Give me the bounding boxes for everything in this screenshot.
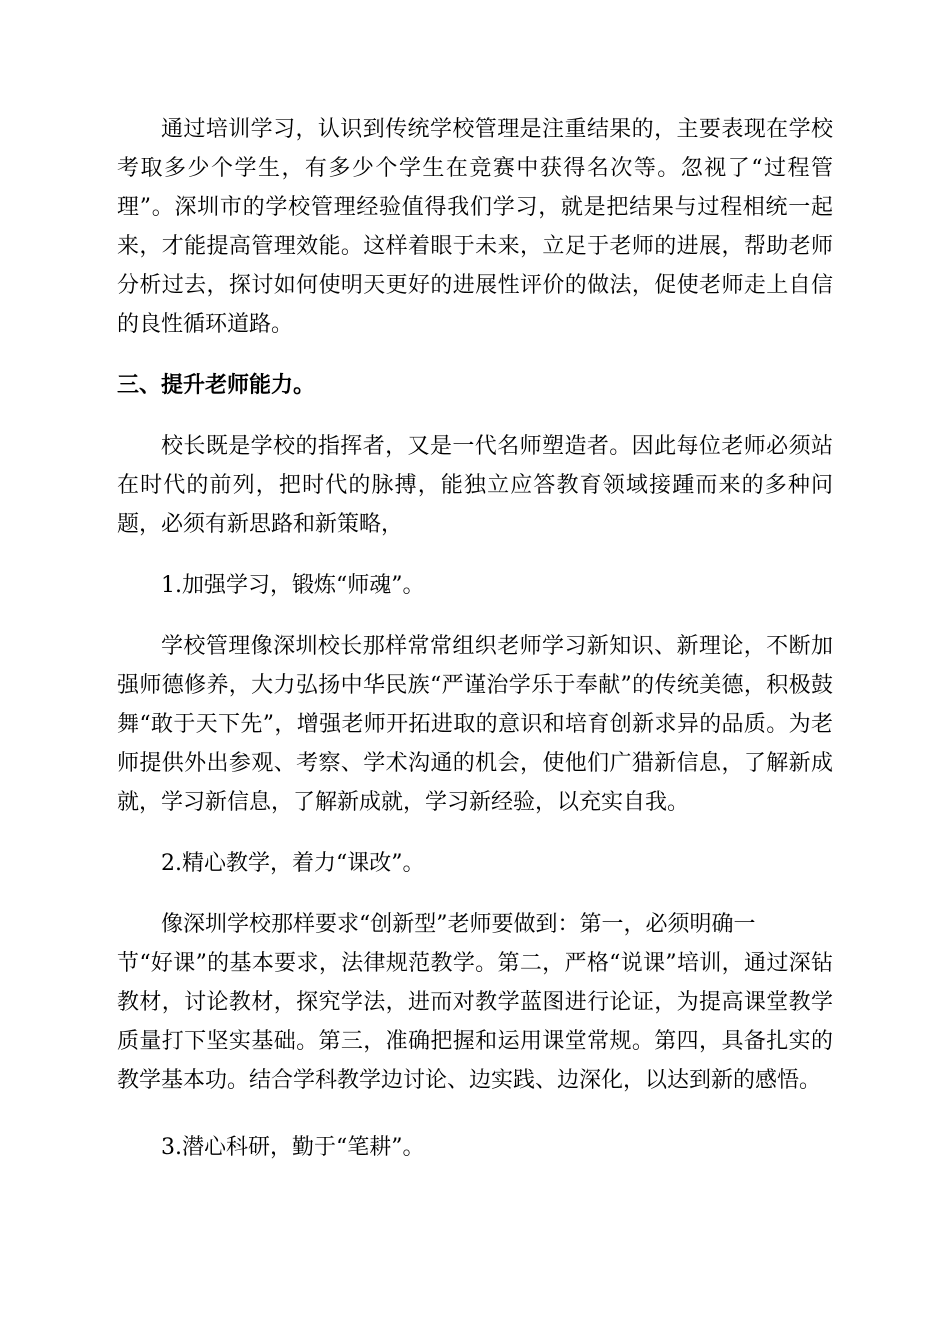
paragraph-innovative-teacher: [117, 905, 833, 1100]
paragraph-process-management: 通过培训学习，认识到传统学校管理是注重结果的，主要表现在学校考取多少个学生，有多少个学生在竞赛中获得名次等。忽视了“过程管理”。深圳市的学校管理经验值得我们学习，就是把结果与过程相统一起来，才能提高管理效能。这样着眼于未来，立足于老师的进展，帮助老师分析过去，探讨如何使明天更好的进展性评价的做法，促使老师走上自信的良性循环道路。: [117, 117, 833, 337]
paragraph-innovative-teacher-line1: 像深圳学校那样要求“创新型”老师要做到：第一，必须明确一: [161, 912, 756, 937]
list-item-research-writing: 3.潜心科研，勤于“笔耕”。: [161, 1135, 425, 1160]
document-body: [117, 110, 833, 1167]
paragraph-teacher-learning: 学校管理像深圳校长那样常常组织老师学习新知识、新理论，不断加强师德修养，大力弘扬中华民族“严谨治学乐于奉献”的传统美德，积极鼓舞“敢于天下先”，增强老师开拓进取的意识和培育创新求异的品质。为老师提供外出参观、考察、学术沟通的机会，使他们广猎新信息，了解新成就，学习新信息，了解新成就，学习新经验，以充实自我。: [117, 634, 833, 815]
paragraph-principal-role: 校长既是学校的指挥者，又是一代名师塑造者。因此每位老师必须站在时代的前列，把时代的脉搏，能独立应答教育领域接踵而来的多种问题，必须有新思路和新策略，: [117, 434, 833, 537]
paragraph-innovative-teacher-body: 节“好课”的基本要求，法律规范教学。第二，严格“说课”培训，通过深钻教材，讨论教材，探究学法，进而对教学蓝图进行论证，为提高课堂教学质量打下坚实基础。第三，准确把握和运用课堂常规。第四，具备扎实的教学基本功。结合学科教学边讨论、边实践、边深化，以达到新的感悟。: [117, 951, 833, 1093]
list-item-careful-teaching: 2.精心教学，着力“课改”。: [161, 851, 425, 876]
list-item-strengthen-learning: 1.加强学习，锻炼“师魂”。: [161, 573, 425, 598]
section-heading-teacher-ability: 三、提升老师能力。: [117, 373, 316, 398]
